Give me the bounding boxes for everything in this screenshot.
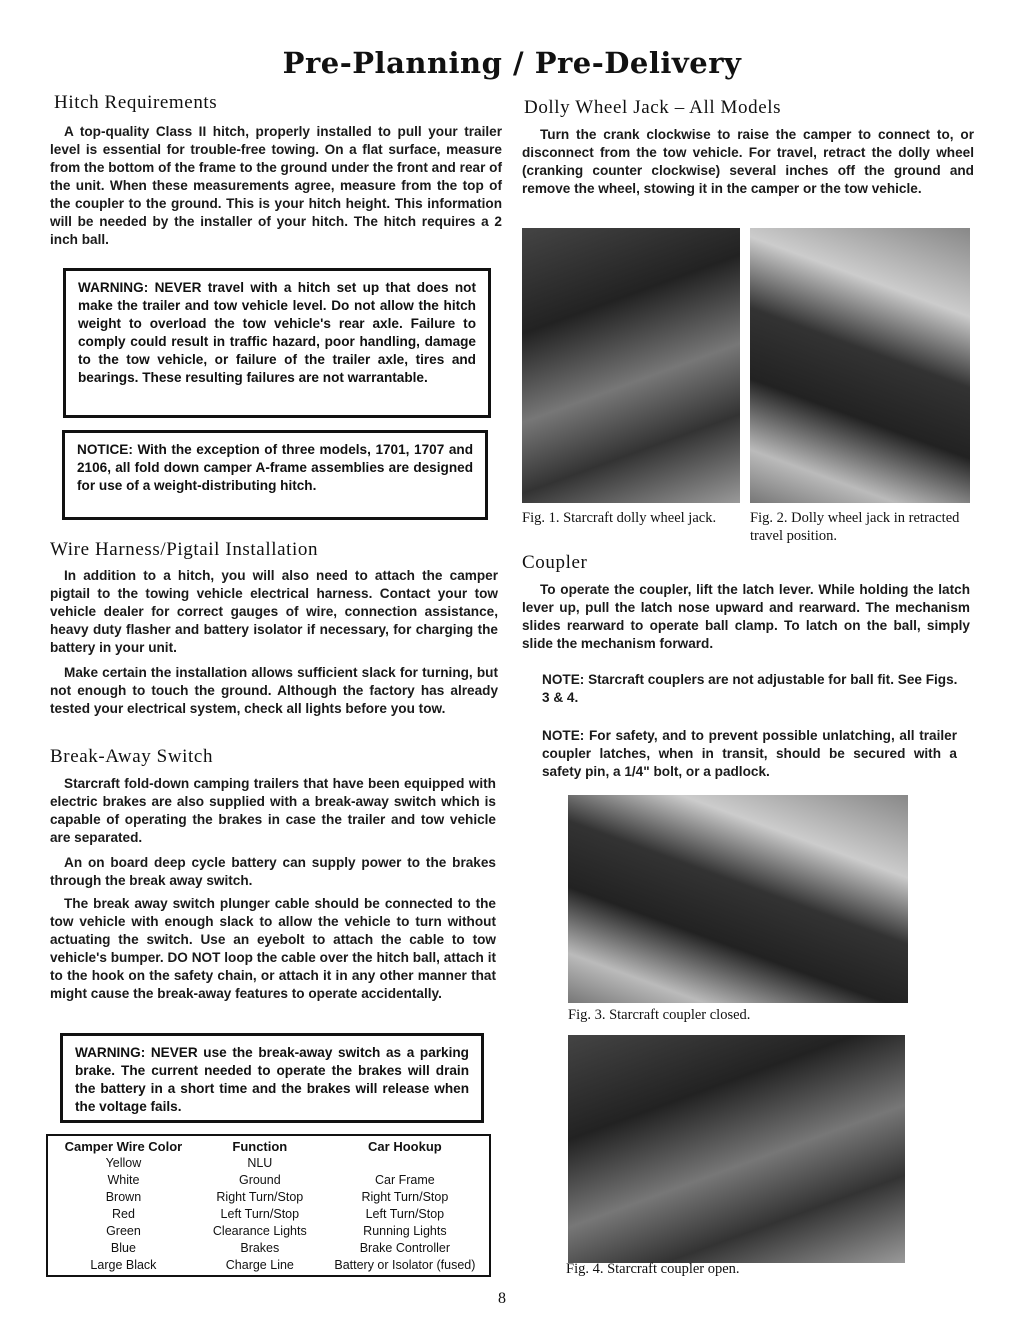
table-row [52,1189,485,1206]
coupler-note2: NOTE: For safety, and to prevent possible unlatching, all trailer coupler latches, when in transit, should be secured with a safety pin, a 1/4" bolt, or a padlock. [542,728,957,779]
dolly-body: Turn the crank clockwise to raise the camper to connect to, or disconnect from the tow vehicle. For travel, retract the dolly wheel (cranking counter clockwise) several inches off the ground and remove the wheel, stowing it in the camper or the tow vehicle. [522,127,974,196]
table-cell: Left Turn/Stop [220,1207,300,1221]
wire-color-table [46,1134,491,1277]
table-row [52,1172,485,1189]
coupler-heading: Coupler [522,552,588,573]
table-cell: Brown [105,1190,142,1204]
wire-p2: Make certain the installation allows sufficient slack for turning, but not enough to touch the ground. Although the factory has already tested your electrical system, check all lights before you tow. [50,665,498,716]
breakaway-warning-box: WARNING: NEVER use the break-away switch as a parking brake. The current needed to operate the brakes will drain the battery in a short time and the brakes will release when the voltage fails. [60,1033,484,1123]
table-cell: Right Turn/Stop [361,1190,449,1204]
fig4-caption: Fig. 4. Starcraft coupler open. [566,1261,740,1277]
table-row [52,1223,485,1240]
table-cell: Brakes [240,1241,280,1255]
table-cell: Clearance Lights [212,1224,307,1238]
fig1-caption: Fig. 1. Starcraft dolly wheel jack. [522,510,717,526]
page-title: Pre-Planning / Pre-Delivery [282,46,742,80]
table-cell: Blue [110,1241,136,1255]
page-number: 8 [498,1290,506,1307]
table-cell: Yellow [105,1156,142,1170]
table-header: Camper Wire Color [64,1139,183,1154]
table-cell: Right Turn/Stop [216,1190,304,1204]
coupler-note1: NOTE: Starcraft couplers are not adjustable for ball fit. See Figs. 3 & 4. [542,672,958,705]
breakaway-p3: The break away switch plunger cable should be connected to the tow vehicle with enough slack to allow the vehicle to turn without actuating the switch. Use an eyebolt to attach the cable to tow vehicle's bumper. DO NOT loop the cable over the hitch ball, attach it to the hook on the safety chain, or attach it in any other manner that might cause the break-away features to operate accidentally. [50,896,496,1001]
table-cell: Left Turn/Stop [365,1207,445,1221]
table-cell: Green [106,1224,141,1238]
hitch-notice-box: NOTICE: With the exception of three models, 1701, 1707 and 2106, all fold down camper A-frame assemblies are designed for use of a weight-distributing hitch. [62,430,488,520]
breakaway-p2: An on board deep cycle battery can supply power to the brakes through the break away switch. [50,855,496,888]
hitch-warning-box: WARNING: NEVER travel with a hitch set up that does not make the trailer and tow vehicle level. Do not allow the hitch weight to overload the tow vehicle's rear axle. Failure to comply could result in traffic hazard, poor handling, damage to the tow vehicle, or failure of the trailer axle, tires and bearings. These resulting failures are not warrantable. [63,268,491,418]
table-row [52,1155,485,1172]
fig3-caption: Fig. 3. Starcraft coupler closed. [568,1007,751,1023]
wire-p1: In addition to a hitch, you will also need to attach the camper pigtail to the towing vehicle electrical harness. Contact your tow vehicle dealer for correct gauges of wire, connection assistance, heavy duty flasher and battery isolator if necessary, for charging the battery in your unit. [50,568,498,655]
table-header: Car Hookup [368,1139,442,1154]
table-cell: Running Lights [363,1224,447,1238]
table-cell: Battery or Isolator (fused) [334,1258,476,1272]
breakaway-heading: Break-Away Switch [50,746,214,767]
table-row [52,1206,485,1223]
table-cell: Brake Controller [359,1241,451,1255]
hitch-body: A top-quality Class II hitch, properly installed to pull your trailer level is essential for trouble-free towing. On a flat surface, measure from the bottom of the frame to the ground under the front and rear of the unit. When these measurements agree, measure from the top of the coupler to the ground. This is your hitch height. This information will be needed by the installer of your hitch. The hitch requires a 2 inch ball. [50,124,502,247]
dolly-heading: Dolly Wheel Jack – All Models [524,97,782,118]
fig1-photo [522,228,740,503]
coupler-body: To operate the coupler, lift the latch lever. While holding the latch lever up, pull the latch nose upward and rearward. The mechanism slides rearward to operate ball clamp. To latch on the ball, simply slide the mechanism forward. [522,582,970,651]
table-cell: Large Black [90,1258,157,1272]
table-cell: NLU [247,1156,273,1170]
table-row [52,1257,485,1274]
table-header: Function [232,1139,288,1154]
table-cell: Red [111,1207,135,1221]
fig2-caption: Fig. 2. Dolly wheel jack in retracted travel position. [750,510,960,544]
table-cell: White [107,1173,140,1187]
table-cell: Car Frame [375,1173,435,1187]
hitch-heading: Hitch Requirements [54,92,218,113]
table-cell: Charge Line [225,1258,294,1272]
table-cell: Ground [238,1173,281,1187]
table-cell [325,1155,485,1172]
fig3-photo [568,795,908,1003]
fig4-photo [568,1035,905,1263]
breakaway-p1: Starcraft fold-down camping trailers that have been equipped with electric brakes are also supplied with a break-away switch which is capable of operating the brakes in case the trailer and tow vehicle are separated. [50,776,496,845]
fig2-photo [750,228,970,503]
wire-heading: Wire Harness/Pigtail Installation [50,539,319,560]
table-row [52,1240,485,1257]
